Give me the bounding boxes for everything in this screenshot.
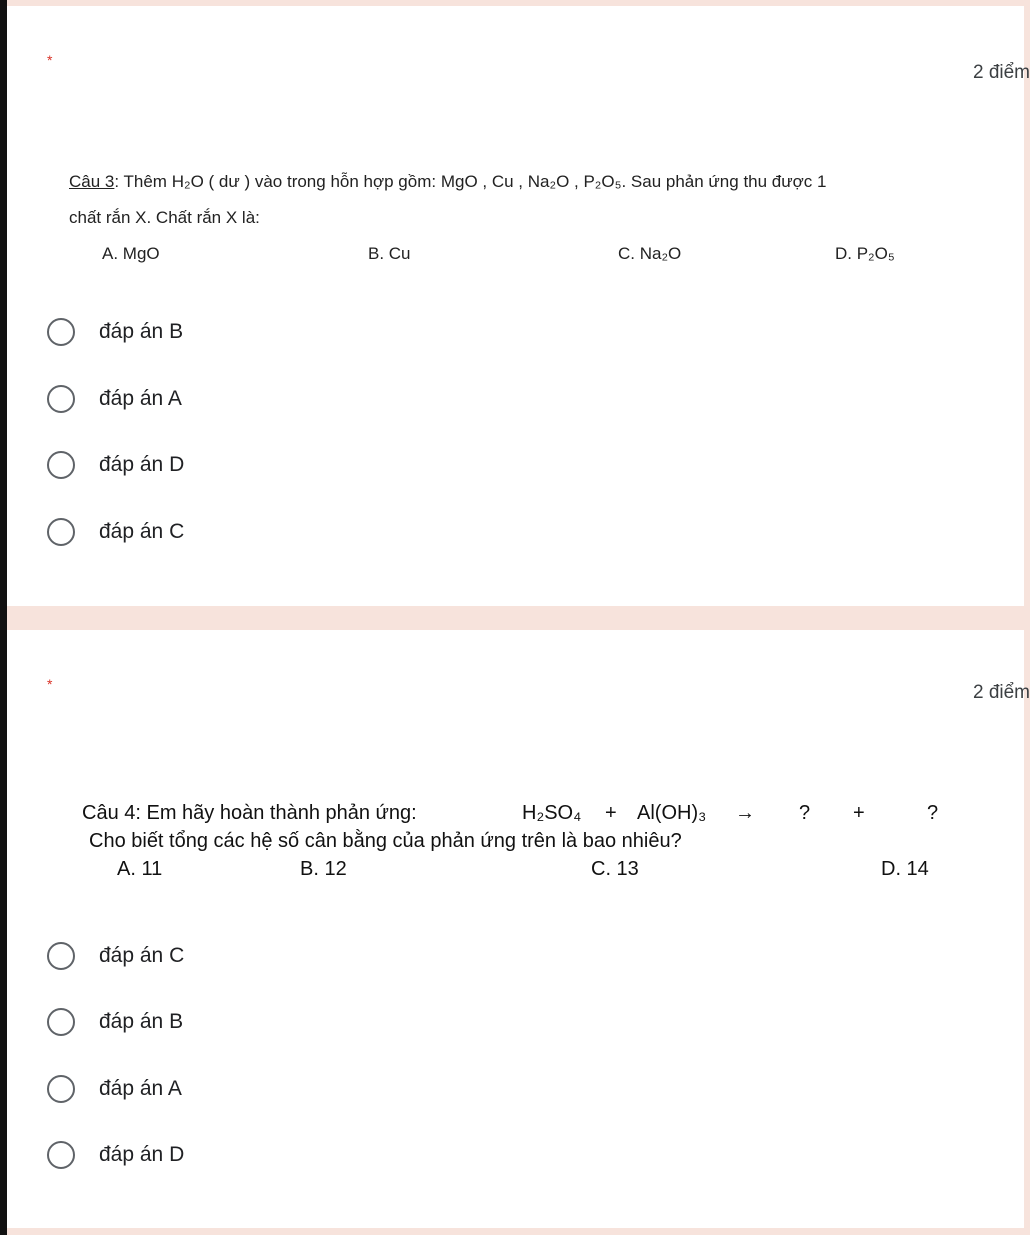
radio-button[interactable] [47, 451, 75, 479]
radio-button[interactable] [47, 1008, 75, 1036]
radio-button[interactable] [47, 1141, 75, 1169]
choice-d[interactable] [47, 445, 184, 485]
inline-option-b: B. 12 [300, 858, 347, 880]
radio-button[interactable] [47, 518, 75, 546]
choice-c[interactable] [47, 512, 184, 552]
choice-label: đáp án C [99, 520, 185, 543]
equation-product-1: ? [799, 802, 811, 824]
choice-a[interactable] [47, 1069, 182, 1109]
equation-reactant-1: H₂SO₄ [522, 802, 582, 824]
required-asterisk: * [47, 52, 53, 68]
question-line-2: chất rắn X. Chất rắn X là: [69, 208, 260, 227]
question-line-1: Câu 4: Em hãy hoàn thành phản ứng: [82, 802, 417, 824]
inline-option-a: A. MgO [102, 244, 160, 263]
choice-d[interactable] [47, 1135, 184, 1175]
inline-option-b: B. Cu [368, 244, 411, 263]
question-number: Câu 3 [69, 172, 115, 191]
choice-label: đáp án C [99, 944, 185, 967]
inline-option-c: C. Na₂O [618, 244, 682, 263]
choice-label: đáp án D [99, 453, 185, 476]
equation-plus-1: + [605, 802, 617, 824]
radio-button[interactable] [47, 385, 75, 413]
radio-button[interactable] [47, 1075, 75, 1103]
choice-label: đáp án D [99, 1143, 185, 1166]
question-card-3 [7, 6, 1030, 606]
equation-reactant-2: Al(OH)₃ [637, 802, 707, 824]
choice-label: đáp án A [99, 387, 182, 410]
choice-b[interactable] [47, 1002, 183, 1042]
radio-button[interactable] [47, 318, 75, 346]
points-label: 2 điểm [972, 62, 1030, 83]
question-line-1-rest: : Thêm H₂O ( dư ) vào trong hỗn hợp gồm: MgO , Cu , Na₂O , P₂O₅. Sau phản ứng thu được 1 [114, 172, 827, 191]
choice-label: đáp án A [99, 1077, 182, 1100]
equation-product-2: ? [927, 802, 939, 824]
equation-plus-2: + [853, 802, 865, 824]
choice-label: đáp án B [99, 1010, 184, 1033]
radio-button[interactable] [47, 942, 75, 970]
choice-a[interactable] [47, 379, 182, 419]
inline-option-c: C. 13 [591, 858, 639, 880]
inline-option-d: D. P₂O₅ [835, 244, 895, 263]
choice-label: đáp án B [99, 320, 184, 343]
question-line-1 [69, 172, 826, 192]
question-card-4 [7, 630, 1030, 1228]
left-edge-bar [0, 0, 7, 1235]
choice-b[interactable] [47, 312, 183, 352]
inline-option-a: A. 11 [117, 858, 163, 880]
equation-arrow: → [735, 802, 755, 824]
choice-c[interactable] [47, 936, 184, 976]
required-asterisk: * [47, 676, 53, 692]
inline-option-d: D. 14 [881, 858, 929, 880]
question-line-2: Cho biết tổng các hệ số cân bằng của phản ứng trên là bao nhiêu? [89, 830, 682, 852]
points-label: 2 điểm [972, 682, 1030, 703]
